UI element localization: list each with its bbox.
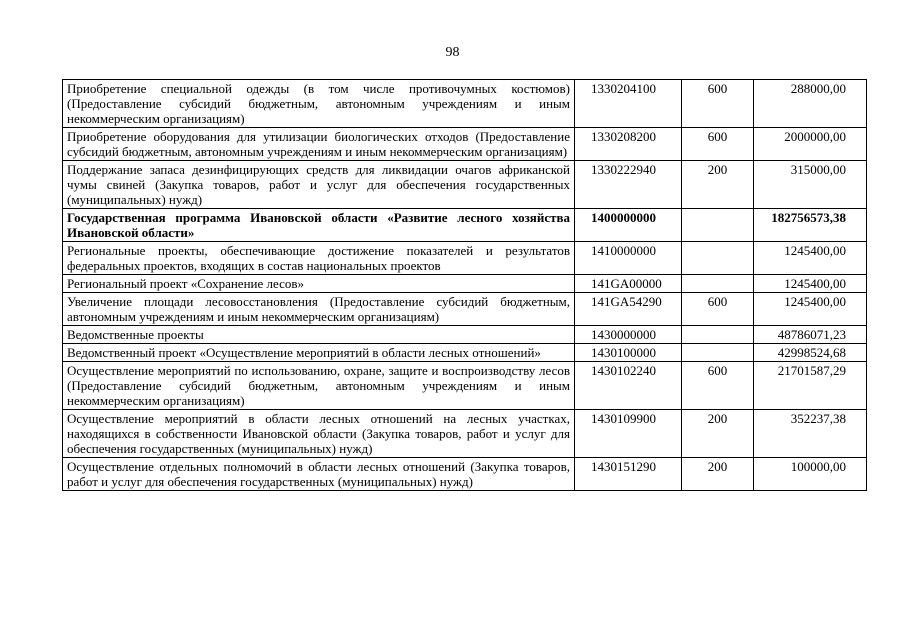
table-row-program xyxy=(63,209,867,242)
budget-table-body xyxy=(63,80,867,491)
row-type-cell: 600 xyxy=(682,128,754,161)
table-row xyxy=(63,293,867,326)
row-type-cell: 600 xyxy=(682,293,754,326)
table-row xyxy=(63,80,867,128)
row-amount-cell: 315000,00 xyxy=(754,161,867,209)
table-row xyxy=(63,326,867,344)
row-name-cell: Приобретение оборудования для утилизации биологических отходов (Предоставление субсидий бюджетным, автономным учреждениям и иным некоммерческим организациям) xyxy=(63,128,575,161)
row-code-cell: 1430109900 xyxy=(575,410,682,458)
table-row xyxy=(63,344,867,362)
page-number: 98 xyxy=(445,45,460,60)
row-amount-cell: 352237,38 xyxy=(754,410,867,458)
row-type-cell xyxy=(682,275,754,293)
row-code-cell: 1330204100 xyxy=(575,80,682,128)
row-code-cell: 1430102240 xyxy=(575,362,682,410)
row-code-cell: 1410000000 xyxy=(575,242,682,275)
row-type-cell xyxy=(682,326,754,344)
row-amount-cell: 21701587,29 xyxy=(754,362,867,410)
row-type-cell xyxy=(682,242,754,275)
row-code-cell: 141GA54290 xyxy=(575,293,682,326)
table-row xyxy=(63,161,867,209)
table-row xyxy=(63,242,867,275)
row-type-cell xyxy=(682,209,754,242)
table-row xyxy=(63,362,867,410)
row-amount-cell: 1245400,00 xyxy=(754,293,867,326)
row-amount-cell: 2000000,00 xyxy=(754,128,867,161)
table-row xyxy=(63,458,867,491)
table-row xyxy=(63,410,867,458)
row-code-cell: 1430100000 xyxy=(575,344,682,362)
row-type-cell: 600 xyxy=(682,362,754,410)
row-name-cell: Региональный проект «Сохранение лесов» xyxy=(63,275,575,293)
budget-table xyxy=(62,79,867,491)
row-name-cell: Ведомственные проекты xyxy=(63,326,575,344)
row-type-cell: 200 xyxy=(682,458,754,491)
row-type-cell: 600 xyxy=(682,80,754,128)
row-type-cell: 200 xyxy=(682,410,754,458)
row-code-cell: 1430000000 xyxy=(575,326,682,344)
row-name-cell: Осуществление мероприятий в области лесных отношений на лесных участках, находящихся в собственности Ивановской области (Закупка товаров, работ и услуг для обеспечения государственных (муниципальных) нужд) xyxy=(63,410,575,458)
row-amount-cell: 100000,00 xyxy=(754,458,867,491)
row-type-cell xyxy=(682,344,754,362)
row-code-cell: 1400000000 xyxy=(575,209,682,242)
row-name-cell: Осуществление отдельных полномочий в области лесных отношений (Закупка товаров, работ и услуг для обеспечения государственных (муниципальных) нужд) xyxy=(63,458,575,491)
row-amount-cell: 1245400,00 xyxy=(754,242,867,275)
row-name-cell: Осуществление мероприятий по использованию, охране, защите и воспроизводству лесов (Предоставление субсидий бюджетным, автономным учреждениям и иным некоммерческим организациям) xyxy=(63,362,575,410)
row-code-cell: 1430151290 xyxy=(575,458,682,491)
row-name-cell: Приобретение специальной одежды (в том числе противочумных костюмов) (Предоставление субсидий бюджетным, автономным учреждениям и иным некоммерческим организациям) xyxy=(63,80,575,128)
row-name-cell: Государственная программа Ивановской области «Развитие лесного хозяйства Ивановской области» xyxy=(63,209,575,242)
row-amount-cell: 42998524,68 xyxy=(754,344,867,362)
row-code-cell: 141GA00000 xyxy=(575,275,682,293)
row-name-cell: Региональные проекты, обеспечивающие достижение показателей и результатов федеральных проектов, входящих в состав национальных проектов xyxy=(63,242,575,275)
table-row xyxy=(63,275,867,293)
row-type-cell: 200 xyxy=(682,161,754,209)
table-row xyxy=(63,128,867,161)
row-amount-cell: 1245400,00 xyxy=(754,275,867,293)
row-code-cell: 1330222940 xyxy=(575,161,682,209)
row-amount-cell: 182756573,38 xyxy=(754,209,867,242)
row-name-cell: Поддержание запаса дезинфицирующих средств для ликвидации очагов африканской чумы свиней (Закупка товаров, работ и услуг для обеспечения государственных (муниципальных) нужд) xyxy=(63,161,575,209)
row-code-cell: 1330208200 xyxy=(575,128,682,161)
row-name-cell: Ведомственный проект «Осуществление мероприятий в области лесных отношений» xyxy=(63,344,575,362)
row-name-cell: Увеличение площади лесовосстановления (Предоставление субсидий бюджетным, автономным учреждениям и иным некоммерческим организациям) xyxy=(63,293,575,326)
row-amount-cell: 48786071,23 xyxy=(754,326,867,344)
row-amount-cell: 288000,00 xyxy=(754,80,867,128)
